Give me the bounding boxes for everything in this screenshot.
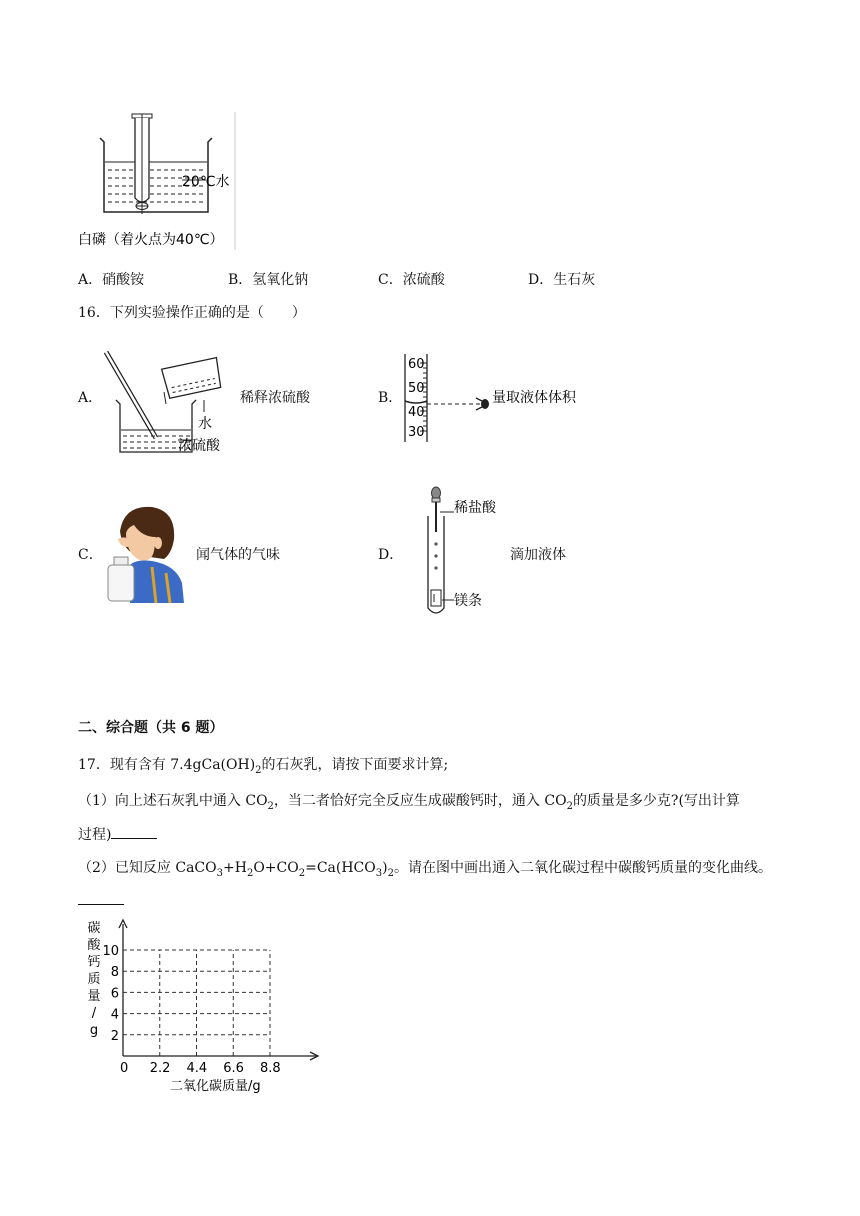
x-axis-label: 二氧化碳质量/g <box>170 1079 261 1094</box>
x-tick-label: 6.6 <box>223 1061 244 1076</box>
y-axis-label-char: 质 <box>87 972 101 987</box>
q16-option-d-letter[interactable]: D． <box>378 547 404 563</box>
x-tick-label: 4.4 <box>186 1061 208 1076</box>
y-axis-label-char: / <box>91 1006 97 1021</box>
y-tick-label: 6 <box>110 986 119 1002</box>
y-axis-label-char: 量 <box>87 989 101 1004</box>
q15-option-b[interactable]: B．氢氧化钠 <box>228 272 309 288</box>
hcl-label: 稀盐酸 <box>454 500 496 516</box>
y-tick-label: 4 <box>110 1007 119 1023</box>
chart-grid <box>123 950 270 1056</box>
q16-option-d-caption: 滴加液体 <box>510 547 566 563</box>
answer-blank[interactable] <box>111 824 157 839</box>
y-axis-label-char: 酸 <box>87 938 101 953</box>
q15-option-a[interactable]: A．硝酸铵 <box>78 272 145 288</box>
y-tick-label: 2 <box>110 1028 119 1044</box>
y-tick-label: 8 <box>110 965 119 981</box>
x-tick-label: 0 <box>120 1061 129 1076</box>
cylinder-figure <box>400 350 590 445</box>
q17-part2: （2）已知反应 $CaCO_3+H_2O+CO_2=Ca(HCO_3)_2$。请在图中画出通入二氧化碳过程中碳酸钙质量的变化曲线。 <box>78 860 772 879</box>
q16-option-b-letter[interactable]: B． <box>378 390 403 406</box>
y-tick-label: 10 <box>102 944 119 959</box>
water-label: 水 <box>198 416 212 432</box>
smell-gas-figure <box>106 503 186 603</box>
q16-option-a-letter[interactable]: A． <box>78 390 103 406</box>
phosphorus-label: 白磷（着火点为40℃） <box>78 232 224 248</box>
y-axis-label <box>87 920 101 1038</box>
x-tick-label: 2.2 <box>149 1061 171 1076</box>
beaker-figure <box>78 110 238 255</box>
svg-text:60: 60 <box>408 357 425 372</box>
water-label: 20℃水 <box>182 174 230 190</box>
caco3-chart[interactable] <box>80 918 330 1096</box>
svg-text:30: 30 <box>408 425 425 440</box>
y-axis-label-char: 钙 <box>87 955 101 970</box>
svg-text:40: 40 <box>408 405 425 420</box>
q17-stem: 17．现有含有 $7.4gCa(OH)_2$的石灰乳，请按下面要求计算; <box>78 757 449 776</box>
section-title: 二、综合题（共 6 题） <box>78 720 224 736</box>
y-axis-label-char: g <box>89 1023 99 1038</box>
q15-option-c[interactable]: C．浓硫酸 <box>378 272 445 288</box>
svg-text:50: 50 <box>408 381 425 396</box>
dilute-acid-figure <box>100 348 240 458</box>
answer-blank[interactable] <box>78 904 124 905</box>
q17-part1-line2: 过程) <box>78 824 157 845</box>
q16-option-c-letter[interactable]: C． <box>78 547 103 563</box>
q16-stem: 16．下列实验操作正确的是（ ） <box>78 305 306 321</box>
y-axis-label-char: 碳 <box>87 921 101 936</box>
q16-option-c-caption: 闻气体的气味 <box>196 547 280 563</box>
q16-option-a-caption: 稀释浓硫酸 <box>240 390 310 406</box>
q15-option-d[interactable]: D．生石灰 <box>528 272 596 288</box>
conc-acid-label: 浓硫酸 <box>178 438 220 454</box>
read-volume-caption: 量取液体体积 <box>492 390 576 406</box>
dropper-figure <box>420 484 510 620</box>
x-tick-label: 8.8 <box>260 1061 281 1076</box>
mg-label: 镁条 <box>454 593 482 609</box>
q17-part1: （1）向上述石灰乳中通入 $CO_2$，当二者恰好完全反应生成碳酸钙时，通入 $CO_2$的质量是多少克?(写出计算 <box>78 793 740 812</box>
